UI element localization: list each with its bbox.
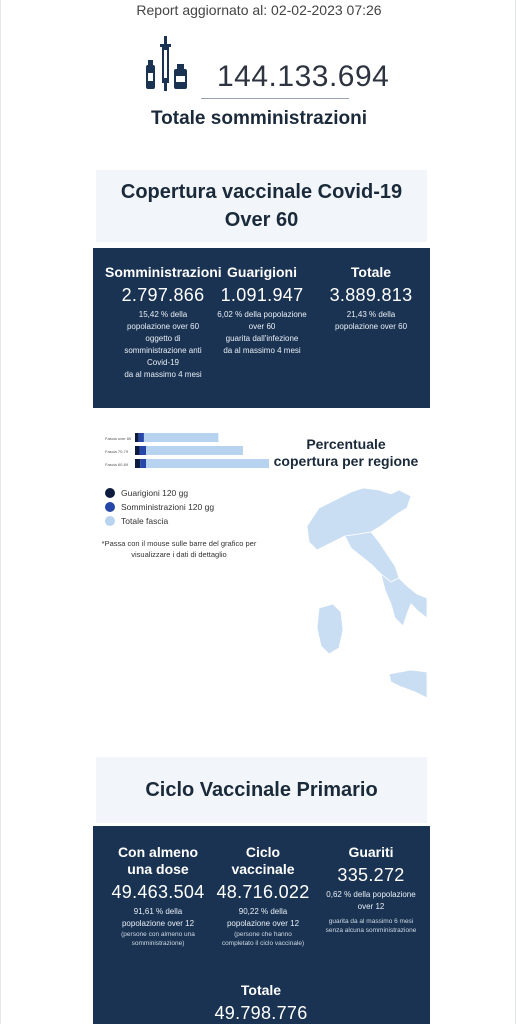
total-administrations-value: 144.133.694	[217, 60, 390, 93]
map-region-sicily	[389, 670, 427, 698]
map-region-sardinia	[317, 604, 343, 654]
stat-title: Con almeno una dose	[117, 844, 199, 877]
bar-segment[interactable]	[135, 446, 139, 455]
stat-description: 91,61 % della popolazione over 12	[121, 907, 195, 928]
stat-almeno-una-dose	[103, 844, 213, 948]
bar-segment[interactable]	[135, 433, 139, 442]
stat-description: 0,62 % della popolazione over 12	[326, 890, 416, 911]
italy-region-map[interactable]	[299, 486, 427, 706]
legend-item	[105, 486, 214, 500]
age-band-bar-chart	[101, 430, 271, 470]
stat-description: 21,43 % della popolazione over 60	[334, 310, 408, 331]
stat-note: (persone con almeno una somministrazione)	[121, 931, 195, 947]
bar-segment[interactable]	[139, 433, 144, 442]
stat-value: 1.091.947	[220, 285, 304, 305]
bar-segment[interactable]	[146, 459, 269, 468]
total-administrations-label: Totale somministrazioni	[150, 108, 368, 129]
bar-segment[interactable]	[139, 446, 146, 455]
legend-label: Guarigioni 120 gg	[121, 488, 189, 498]
stat-ciclo-vaccinale	[211, 844, 315, 948]
stat-value: 2.797.866	[121, 285, 205, 305]
stat-title: Guarigioni	[227, 264, 297, 280]
total-administrations-hero	[1, 34, 516, 134]
stat-guarigioni	[213, 264, 311, 357]
stat-title: Totale	[240, 982, 282, 998]
stat-note: (persone che hanno completato il ciclo vaccinale)	[221, 931, 305, 947]
syringe-vials-icon	[143, 36, 191, 92]
legend-label: Somministrazioni 120 gg	[121, 502, 215, 512]
over60-stats-panel	[93, 248, 430, 408]
bar-segment[interactable]	[144, 433, 218, 442]
stat-description: 90,22 % della popolazione over 12	[226, 907, 300, 928]
legend-swatch	[105, 502, 115, 512]
legend-item	[105, 514, 214, 528]
stat-title: Guariti	[348, 844, 394, 860]
bar-category-label: Fascia 60-69	[105, 462, 129, 467]
stat-totale	[321, 264, 421, 333]
stat-somministrazioni	[105, 264, 221, 381]
stat-description: 6,02 % della popolazione over 60 guarita dall'infezione da al massimo 4 mesi	[217, 310, 307, 355]
legend-label: Totale fascia	[121, 516, 169, 526]
chart-legend	[105, 486, 214, 528]
stat-title: Somministrazioni	[105, 264, 222, 280]
bar-category-label: Fascia over 80	[105, 436, 132, 441]
heading-line: Over 60	[224, 209, 299, 231]
stat-title: Totale	[350, 264, 392, 280]
stat-value: 335.272	[337, 865, 405, 885]
bar-segment[interactable]	[135, 459, 140, 468]
stat-note: guarita da al massimo 6 mesi senza alcuna somministrazione	[325, 918, 417, 934]
bar-category-label: Fascia 70-79	[105, 449, 129, 454]
divider	[201, 98, 349, 99]
legend-swatch	[105, 488, 115, 498]
map-region-center	[345, 532, 399, 582]
legend-swatch	[105, 516, 115, 526]
stat-value: 49.463.504	[111, 882, 205, 902]
stat-guariti	[319, 844, 423, 935]
over60-coverage-heading	[96, 170, 427, 242]
stat-value: 49.798.776	[214, 1003, 308, 1023]
chart-hint: *Passa con il mouse sulle barre del grafico per visualizzare i dati di dettaglio	[101, 539, 257, 559]
heading-line: Copertura vaccinale Covid-19	[120, 181, 403, 203]
primary-cycle-heading: Ciclo Vaccinale Primario	[96, 757, 427, 823]
stat-value: 48.716.022	[216, 882, 310, 902]
legend-item	[105, 500, 214, 514]
map-region-south	[381, 574, 427, 626]
stat-value: 3.889.813	[329, 285, 413, 305]
stat-totale-primario	[193, 982, 329, 1024]
stat-title: Ciclo vaccinale	[231, 844, 295, 877]
map-title: Percentuale copertura per regione	[273, 436, 419, 469]
stat-description: 15,42 % della popolazione over 60 oggetto di somministrazione anti Covid-19 da al massimo 4 mesi	[124, 310, 202, 379]
bar-segment[interactable]	[140, 459, 146, 468]
report-date: Report aggiornato al: 02-02-2023 07:26	[136, 2, 382, 18]
primary-cycle-stats-panel	[93, 826, 430, 1024]
bar-segment[interactable]	[146, 446, 243, 455]
